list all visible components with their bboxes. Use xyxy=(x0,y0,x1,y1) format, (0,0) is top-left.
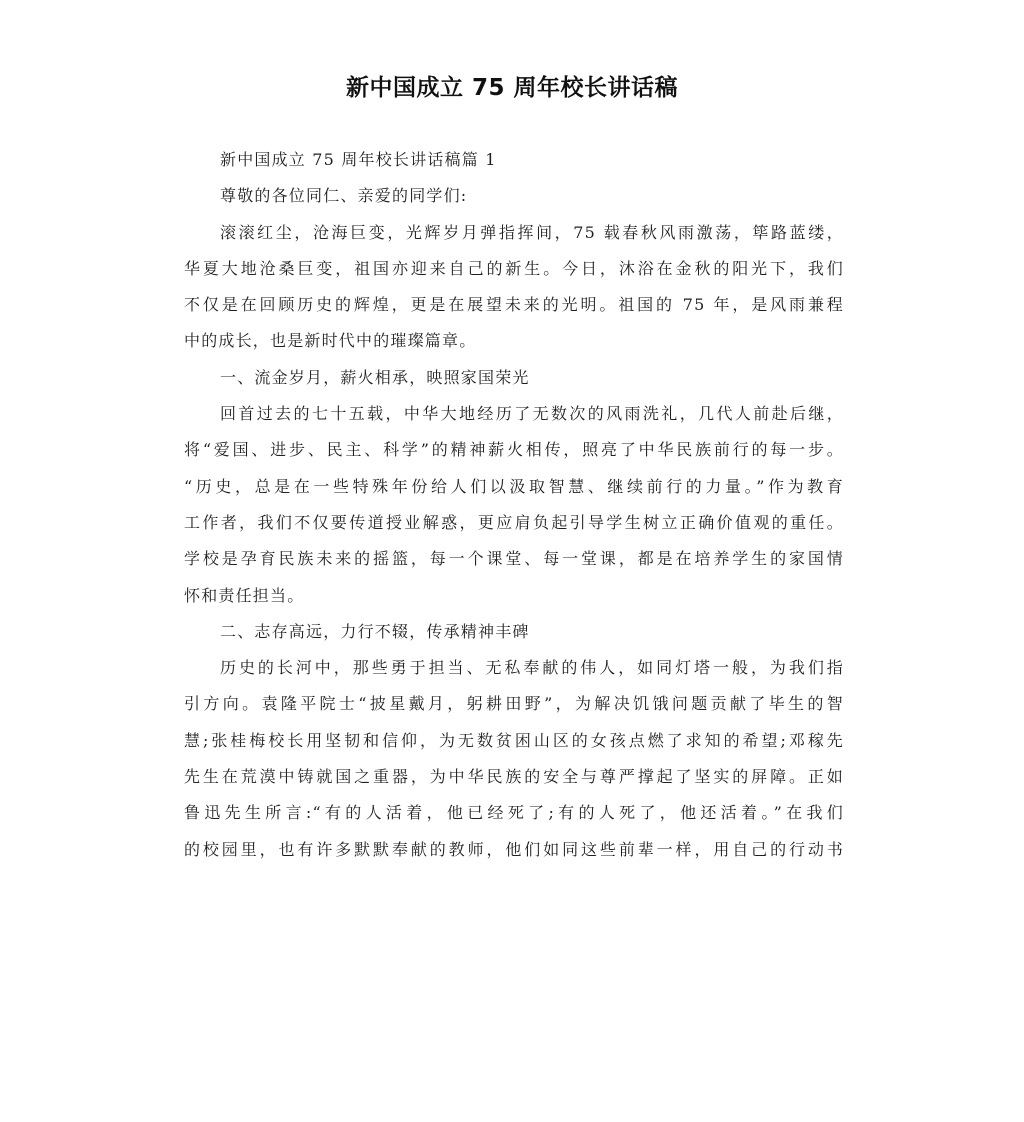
paragraph-line: 滚滚红尘，沧海巨变，光辉岁月弹指挥间，75 载春秋风雨激荡，筚路蓝缕， xyxy=(220,222,844,242)
paragraph-line: 工作者，我们不仅要传道授业解惑，更应肩负起引导学生树立正确价值观的重任。 xyxy=(184,512,844,532)
paragraph-line: 历史的长河中，那些勇于担当、无私奉献的伟人，如同灯塔一般，为我们指 xyxy=(220,658,844,678)
paragraph-line: 华夏大地沧桑巨变，祖国亦迎来自己的新生。今日，沐浴在金秋的阳光下，我们 xyxy=(184,258,844,278)
paragraph-line: 将“爱国、进步、民主、科学”的精神薪火相传，照亮了中华民族前行的每一步。 xyxy=(184,440,844,460)
paragraph-line: 回首过去的七十五载，中华大地经历了无数次的风雨洗礼，几代人前赴后继， xyxy=(220,404,844,424)
paragraph-line: “历史，总是在一些特殊年份给人们以汲取智慧、继续前行的力量。”作为教育 xyxy=(184,476,844,496)
paragraph-line: 引方向。袁隆平院士“披星戴月，躬耕田野”，为解决饥饿问题贡献了毕生的智 xyxy=(184,694,844,714)
paragraph-line: 中的成长，也是新时代中的璀璨篇章。 xyxy=(184,331,477,351)
paragraph-line: 新中国成立 75 周年校长讲话稿篇 1 xyxy=(220,150,497,169)
paragraph-line: 一、流金岁月，薪火相承，映照家国荣光 xyxy=(220,367,530,387)
paragraph-line: 学校是孕育民族未来的摇篮，每一个课堂、每一堂课，都是在培养学生的家国情 xyxy=(184,549,844,569)
paragraph-line: 慧;张桂梅校长用坚韧和信仰，为无数贫困山区的女孩点燃了求知的希望;邓稼先 xyxy=(184,730,844,750)
document-title: 新中国成立 75 周年校长讲话稿 xyxy=(345,75,679,101)
paragraph-line: 鲁迅先生所言:“有的人活着，他已经死了;有的人死了，他还活着。”在我们 xyxy=(184,803,844,823)
paragraph-line: 不仅是在回顾历史的辉煌，更是在展望未来的光明。祖国的 75 年，是风雨兼程 xyxy=(184,295,844,315)
document-body xyxy=(184,142,844,868)
paragraph-line: 先生在荒漠中铸就国之重器，为中华民族的安全与尊严撑起了坚实的屏障。正如 xyxy=(184,767,844,787)
paragraph-line: 怀和责任担当。 xyxy=(184,585,305,605)
paragraph-line: 二、志存高远，力行不辍，传承精神丰碑 xyxy=(220,621,530,641)
paragraph-line: 的校园里，也有许多默默奉献的教师，他们如同这些前辈一样，用自己的行动书 xyxy=(184,839,844,859)
paragraph-line: 尊敬的各位同仁、亲爱的同学们: xyxy=(220,186,468,206)
